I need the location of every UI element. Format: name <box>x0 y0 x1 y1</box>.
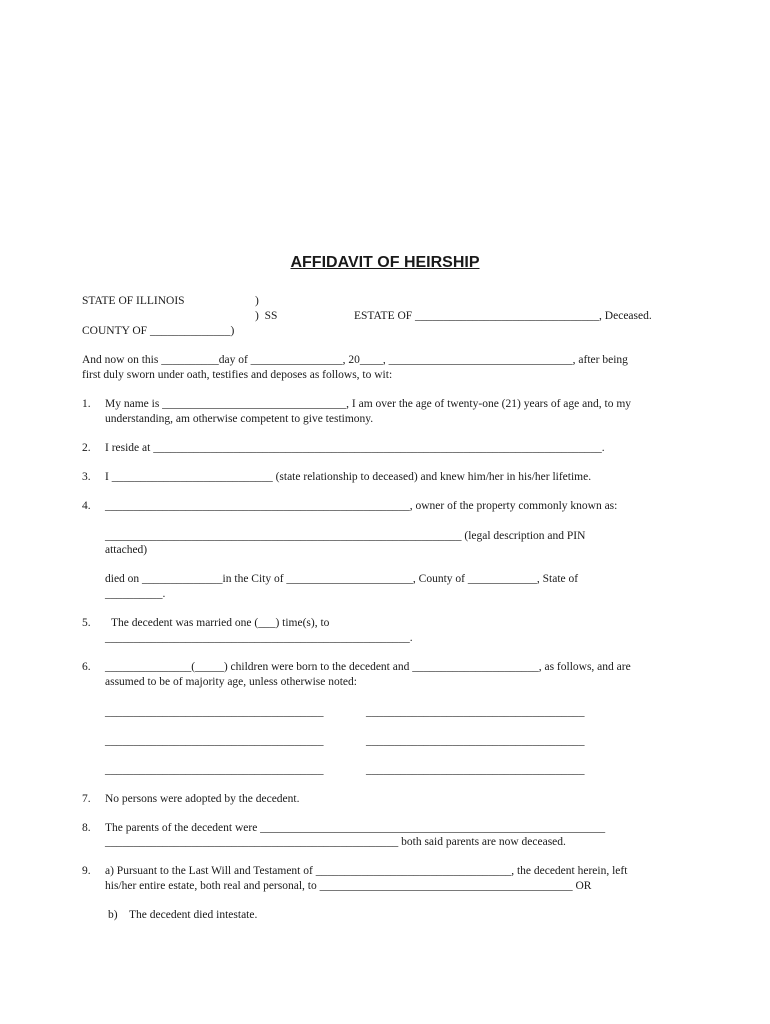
item-8-line-1: The parents of the decedent were ____________________________________________________________ <box>105 822 606 834</box>
child-blank-left-3: ______________________________________ <box>105 764 324 776</box>
item-4-line-3: attached) <box>105 544 148 556</box>
estate-of-line: ESTATE OF ________________________________, Deceased. <box>354 310 652 322</box>
item-9b-label: b) <box>108 909 118 921</box>
caption-paren: ) <box>255 295 259 307</box>
child-blank-right-2: ______________________________________ <box>366 735 585 747</box>
child-blank-left-2: ______________________________________ <box>105 735 324 747</box>
item-5-line-1: The decedent was married one (___) time(s), to <box>111 617 330 629</box>
item-9b-text: The decedent died intestate. <box>129 909 258 921</box>
item-number-4: 4. <box>82 500 91 512</box>
item-2-text: I reside at ______________________________________________________________________________. <box>105 442 605 454</box>
item-9a-line-1: a) Pursuant to the Last Will and Testament of __________________________________, the decedent herein, left <box>105 865 628 877</box>
document-title: AFFIDAVIT OF HEIRSHIP <box>290 254 480 271</box>
item-4-line-1: _____________________________________________________, owner of the property commonly known as: <box>105 500 618 512</box>
item-6-line-2: assumed to be of majority age, unless otherwise noted: <box>105 676 357 688</box>
item-number-5: 5. <box>82 617 91 629</box>
item-number-9: 9. <box>82 865 91 877</box>
child-blank-right-3: ______________________________________ <box>366 764 585 776</box>
item-9a-line-2: his/her entire estate, both real and personal, to ____________________________________________ OR <box>105 880 592 892</box>
item-number-2: 2. <box>82 442 91 454</box>
item-1-line-1: My name is ________________________________, I am over the age of twenty-one (21) years of age and, to my <box>105 398 632 410</box>
item-4-line-2: ______________________________________________________________ (legal description and PIN <box>105 530 586 542</box>
item-5-line-2: _____________________________________________________. <box>105 632 413 644</box>
intro-line-1: And now on this __________day of ________________, 20____, ________________________________, after being <box>82 354 628 366</box>
item-8-line-2: ___________________________________________________ both said parents are now deceased. <box>105 836 566 848</box>
item-7-text: No persons were adopted by the decedent. <box>105 793 300 805</box>
item-1-line-2: understanding, am otherwise competent to give testimony. <box>105 413 374 425</box>
intro-line-2: first duly sworn under oath, testifies and deposes as follows, to wit: <box>82 369 393 381</box>
item-3-text: I ____________________________ (state relationship to deceased) and knew him/her in his/her lifetime. <box>105 471 592 483</box>
item-number-8: 8. <box>82 822 91 834</box>
item-number-1: 1. <box>82 398 91 410</box>
item-6-line-1: _______________(_____) children were born to the decedent and ______________________, as follows, and are <box>105 661 631 673</box>
item-number-3: 3. <box>82 471 91 483</box>
child-blank-right-1: ______________________________________ <box>366 706 585 718</box>
item-number-7: 7. <box>82 793 91 805</box>
child-blank-left-1: ______________________________________ <box>105 706 324 718</box>
county-of-line: COUNTY OF ______________) <box>82 325 235 337</box>
ss-label: ) SS <box>255 310 278 322</box>
item-4-line-5: __________. <box>105 588 166 600</box>
item-number-6: 6. <box>82 661 91 673</box>
state-of-illinois-label: STATE OF ILLINOIS <box>82 295 185 307</box>
item-4-line-4: died on ______________in the City of ______________________, County of ____________, State of <box>105 573 579 585</box>
